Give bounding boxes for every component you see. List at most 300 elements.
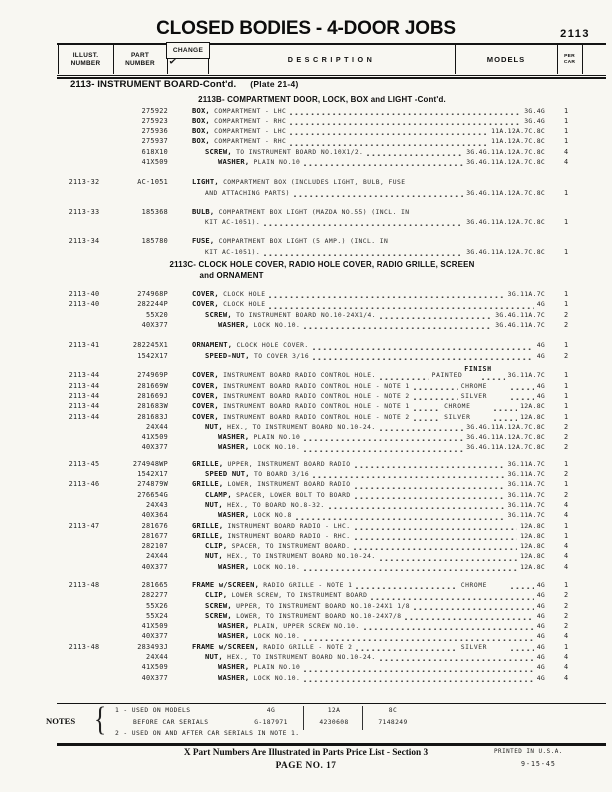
models-cell: 4G bbox=[536, 663, 545, 672]
table-row bbox=[57, 590, 587, 600]
part-name: SCREW, bbox=[205, 146, 232, 156]
description-cell bbox=[192, 188, 545, 199]
part-name: NUT, bbox=[205, 421, 223, 431]
note-serial: 4230608 bbox=[319, 718, 349, 726]
leader-dots bbox=[263, 251, 463, 258]
part-description: LOWER, TO INSTRUMENT BOARD NO.10-24X7/8 bbox=[231, 612, 402, 620]
finish-value: SILVER bbox=[460, 392, 488, 400]
part-name: WASHER, bbox=[218, 510, 250, 520]
notes-section bbox=[0, 702, 612, 742]
part-description: LOCK NO.10. bbox=[249, 321, 301, 329]
note-1-text: 1 - USED ON MODELS bbox=[115, 707, 191, 714]
models-cell: 3G.11A.7C bbox=[507, 480, 545, 489]
illust-number-cell: 2113-41 bbox=[68, 341, 100, 350]
part-number-cell: 40X377 bbox=[141, 320, 168, 329]
subsection-header bbox=[57, 260, 587, 281]
part-description: COMPARTMENT BOX LIGHT (5 AMP.) (INCL. IN bbox=[214, 238, 389, 246]
table-row bbox=[57, 662, 587, 672]
part-number-cell: 41X509 bbox=[141, 433, 168, 442]
per-car-cell: 4 bbox=[563, 632, 569, 641]
per-car-cell: 1 bbox=[563, 341, 569, 350]
table-row bbox=[57, 490, 587, 500]
models-cell: 3G.4G.11A.12A.7C.8C bbox=[466, 188, 545, 197]
models-cell: 3G.4G bbox=[524, 116, 545, 125]
part-number-cell: 24X44 bbox=[146, 653, 168, 662]
page-number: 2113 bbox=[560, 28, 590, 40]
part-description: TO INSTRUMENT BOARD NO.10X1/2. bbox=[231, 148, 364, 156]
table-row bbox=[57, 381, 587, 391]
row-gap bbox=[57, 227, 587, 236]
models-cell: 11A.12A.7C.8C bbox=[491, 137, 545, 146]
part-name: GRILLE, bbox=[192, 458, 224, 468]
per-car-cell: 1 bbox=[563, 531, 569, 540]
per-car-cell: 1 bbox=[563, 480, 569, 489]
illust-number-cell: 2113-32 bbox=[68, 178, 100, 187]
finish-value: CHROME bbox=[460, 581, 488, 589]
part-number-cell: 40X377 bbox=[141, 562, 168, 571]
part-number-cell: 281683W bbox=[137, 402, 168, 411]
per-car-cell: 1 bbox=[563, 642, 569, 651]
table-row bbox=[57, 188, 587, 198]
part-description: KIT AC-1051). bbox=[205, 248, 261, 256]
per-car-cell: 2 bbox=[563, 320, 569, 329]
leader-dots bbox=[303, 447, 463, 454]
notes-label: NOTES bbox=[46, 716, 76, 726]
part-description: COMPARTMENT - RHC bbox=[209, 138, 287, 146]
part-description: CLOCK HOLE bbox=[218, 291, 266, 299]
part-name: GRILLE, bbox=[192, 479, 224, 489]
part-description: TO COVER 3/16 bbox=[249, 352, 310, 360]
models-cell: 3G.4G.11A.12A.7C.8C bbox=[466, 218, 545, 227]
table-row bbox=[57, 412, 587, 422]
parts-table-body bbox=[57, 95, 587, 683]
table-row bbox=[57, 551, 587, 561]
part-number-cell: 40X377 bbox=[141, 443, 168, 452]
column-header-change: CHANGE bbox=[166, 42, 210, 59]
footer-printed: PRINTED IN U.S.A. bbox=[494, 749, 563, 755]
part-description: COMPARTMENT BOX LIGHT (MAZDA NO.55) (INCL. IN bbox=[214, 208, 410, 216]
part-name: WASHER, bbox=[218, 432, 250, 442]
models-cell: 3G.4G.11A.7C bbox=[495, 320, 545, 329]
models-cell: 12A.8C bbox=[520, 562, 545, 571]
per-car-cell: 2 bbox=[563, 443, 569, 452]
table-row bbox=[57, 116, 587, 126]
part-name: WASHER, bbox=[218, 621, 250, 631]
per-car-cell: 1 bbox=[563, 247, 569, 256]
table-row bbox=[57, 442, 587, 452]
part-name: BOX, bbox=[192, 126, 210, 136]
per-car-cell: 4 bbox=[563, 500, 569, 509]
part-name: SCREW, bbox=[205, 309, 232, 319]
per-car-cell: 1 bbox=[563, 580, 569, 589]
part-name: SCREW, bbox=[205, 600, 232, 610]
part-number-cell: 41X509 bbox=[141, 157, 168, 166]
illust-number-cell: 2113-44 bbox=[68, 381, 100, 390]
part-name: COVER, bbox=[192, 401, 219, 411]
part-description: INSTRUMENT BOARD RADIO - RHC. bbox=[223, 532, 351, 540]
subsection-header: 2113B- COMPARTMENT DOOR, LOCK, BOX and LIGHT -Cont'd. bbox=[198, 95, 446, 104]
models-cell: 4G bbox=[536, 622, 545, 631]
row-gap bbox=[57, 198, 587, 207]
part-name: CLIP, bbox=[205, 541, 228, 551]
part-description: COMPARTMENT - LHC bbox=[209, 128, 287, 136]
finish-column-header bbox=[57, 361, 587, 371]
per-car-cell: 2 bbox=[563, 601, 569, 610]
part-name: NUT, bbox=[205, 551, 223, 561]
illust-number-cell: 2113-45 bbox=[68, 459, 100, 468]
part-description: UPPER, INSTRUMENT BOARD RADIO bbox=[223, 460, 351, 468]
models-cell: 3G.11A.7C bbox=[507, 511, 545, 520]
part-number-cell: 41X509 bbox=[141, 663, 168, 672]
part-name: CLAMP, bbox=[205, 489, 232, 499]
part-number-cell: 283493J bbox=[137, 642, 168, 651]
part-description: RADIO GRILLE - NOTE 1 bbox=[259, 581, 353, 589]
note-serial: G-187971 bbox=[254, 718, 288, 726]
note-model: 12A bbox=[327, 707, 341, 714]
description-cell bbox=[192, 157, 545, 168]
table-row bbox=[57, 299, 587, 309]
table-row bbox=[57, 177, 587, 187]
part-name: FRAME w/SCREEN, bbox=[192, 641, 260, 651]
illust-number-cell: 2113-44 bbox=[68, 412, 100, 421]
table-row bbox=[57, 247, 587, 257]
part-description: PLAIN, UPPER SCREW NO.10. bbox=[249, 623, 360, 631]
per-car-cell: 2 bbox=[563, 310, 569, 319]
table-row bbox=[57, 310, 587, 320]
description-cell bbox=[192, 247, 545, 258]
part-name: LIGHT, bbox=[192, 177, 219, 187]
per-car-cell: 2 bbox=[563, 611, 569, 620]
per-car-cell: 1 bbox=[563, 459, 569, 468]
models-cell: 4G bbox=[536, 381, 545, 390]
illust-number-cell: 2113-47 bbox=[68, 521, 100, 530]
part-description: SPACER, TO INSTRUMENT BOARD. bbox=[227, 543, 351, 551]
part-name: FUSE, bbox=[192, 236, 215, 246]
part-name: COVER, bbox=[192, 299, 219, 309]
part-description: TO BOARD 3/16 bbox=[249, 471, 310, 479]
models-cell: 3G.4G.11A.12A.7C.8C bbox=[466, 147, 545, 156]
finish-value: PAINTED bbox=[431, 372, 463, 380]
part-description: COMPARTMENT - RHC bbox=[209, 117, 287, 125]
per-car-cell: 4 bbox=[563, 663, 569, 672]
description-cell bbox=[192, 320, 545, 331]
subsection-header-lines bbox=[169, 260, 474, 281]
part-number-cell: 185780 bbox=[141, 237, 168, 246]
illust-number-cell: 2113-46 bbox=[68, 480, 100, 489]
models-cell: 4G bbox=[536, 351, 545, 360]
table-row bbox=[57, 673, 587, 683]
part-number-cell: AC-1051 bbox=[137, 178, 168, 187]
models-cell: 3G.11A.7C bbox=[507, 290, 545, 299]
table-row bbox=[57, 236, 587, 246]
part-number-cell: 281677 bbox=[141, 531, 168, 540]
per-car-cell: 4 bbox=[563, 542, 569, 551]
row-gap bbox=[57, 167, 587, 177]
per-car-cell: 1 bbox=[563, 391, 569, 400]
part-description: LOCK NO.10. bbox=[249, 444, 301, 452]
part-name: NUT, bbox=[205, 499, 223, 509]
per-car-cell: 1 bbox=[563, 300, 569, 309]
leader-dots bbox=[303, 324, 492, 331]
part-number-cell: 275923 bbox=[141, 116, 168, 125]
models-cell: 3G.4G.11A.12A.7C.8C bbox=[466, 443, 545, 452]
table-row bbox=[57, 340, 587, 350]
leader-dots bbox=[303, 566, 517, 573]
part-description: RADIO GRILLE - NOTE 2 bbox=[259, 643, 353, 651]
part-number-cell: 185368 bbox=[141, 207, 168, 216]
table-header bbox=[58, 45, 583, 74]
part-name: COVER, bbox=[192, 380, 219, 390]
table-row bbox=[57, 370, 587, 380]
table-row bbox=[57, 157, 587, 167]
part-description: INSTRUMENT BOARD RADIO CONTROL HOLE - NOTE 1 bbox=[218, 382, 410, 390]
illust-number-cell: 2113-33 bbox=[68, 207, 100, 216]
per-car-cell: 1 bbox=[563, 371, 569, 380]
part-description: HEX., TO INSTRUMENT BOARD NO.10-24. bbox=[222, 553, 376, 561]
table-row bbox=[57, 621, 587, 631]
part-description: TO INSTRUMENT BOARD NO.10-24X1/4. bbox=[231, 311, 377, 319]
part-number-cell: 274968P bbox=[137, 290, 168, 299]
part-description: HEX., TO BOARD NO.8-32. bbox=[222, 501, 325, 509]
part-description: PLAIN NO.10 bbox=[249, 664, 301, 672]
table-row bbox=[57, 652, 587, 662]
part-name: COVER, bbox=[192, 411, 219, 421]
part-description: COMPARTMENT - LHC bbox=[209, 107, 287, 115]
table-row bbox=[57, 136, 587, 146]
per-car-cell: 2 bbox=[563, 422, 569, 431]
part-name: WASHER, bbox=[218, 672, 250, 682]
table-row bbox=[57, 479, 587, 489]
per-car-cell: 4 bbox=[563, 157, 569, 166]
part-number-cell: 40X377 bbox=[141, 673, 168, 682]
per-car-cell: 1 bbox=[563, 137, 569, 146]
part-description: LOCK NO.10. bbox=[249, 633, 301, 641]
illust-number-cell: 2113-44 bbox=[68, 402, 100, 411]
part-name: WASHER, bbox=[218, 561, 250, 571]
finish-value: CHROME bbox=[444, 403, 471, 411]
part-number-cell: 24X44 bbox=[146, 552, 168, 561]
column-header-per-car: PER CAR bbox=[563, 53, 576, 65]
part-name: SPEED-NUT, bbox=[205, 350, 250, 360]
note-serial: 7148249 bbox=[378, 718, 408, 726]
part-name: BOX, bbox=[192, 105, 210, 115]
section-title bbox=[70, 79, 299, 90]
column-header-description: DESCRIPTION bbox=[287, 55, 376, 64]
models-cell: 4G bbox=[536, 341, 545, 350]
per-car-cell: 1 bbox=[563, 106, 569, 115]
table-row bbox=[57, 611, 587, 621]
table-row bbox=[57, 391, 587, 401]
finish-value: SILVER bbox=[444, 413, 471, 421]
models-cell: 3G.4G.11A.12A.7C.8C bbox=[466, 422, 545, 431]
bottom-rule bbox=[57, 743, 606, 746]
per-car-cell: 4 bbox=[563, 511, 569, 520]
table-row bbox=[57, 510, 587, 520]
table-row bbox=[57, 432, 587, 442]
notes-divider bbox=[362, 706, 363, 730]
section-plate-ref: (Plate 21-4) bbox=[250, 79, 299, 89]
part-number-cell: 55X20 bbox=[146, 310, 168, 319]
part-number-cell: 40X377 bbox=[141, 632, 168, 641]
column-header-illust-number: ILLUST. NUMBER bbox=[70, 51, 101, 67]
description-cell bbox=[192, 217, 545, 228]
per-car-cell: 4 bbox=[563, 673, 569, 682]
part-number-cell: 274879W bbox=[137, 480, 168, 489]
part-description: SPACER, LOWER BOLT TO BOARD bbox=[231, 491, 351, 499]
models-cell: 3G.4G.11A.12A.7C.8C bbox=[466, 247, 545, 256]
leader-dots bbox=[303, 677, 534, 684]
part-description: INSTRUMENT BOARD RADIO CONTROL HOLE - NOTE 2 bbox=[218, 413, 410, 421]
per-car-cell: 4 bbox=[563, 562, 569, 571]
per-car-cell: 1 bbox=[563, 116, 569, 125]
note-serials-text: BEFORE CAR SERIALS bbox=[133, 718, 209, 726]
per-car-cell: 2 bbox=[563, 433, 569, 442]
illust-number-cell: 2113-34 bbox=[68, 237, 100, 246]
part-description: UPPER, TO INSTRUMENT BOARD NO.10-24X1 1/8 bbox=[231, 602, 410, 610]
part-number-cell: 281665 bbox=[141, 580, 168, 589]
part-number-cell: 274948WP bbox=[132, 459, 168, 468]
part-description: LOWER SCREW, TO INSTRUMENT BOARD bbox=[227, 592, 368, 600]
finish-column-label: FINISH bbox=[464, 364, 492, 373]
models-cell: 3G.11A.7C bbox=[507, 470, 545, 479]
per-car-cell: 1 bbox=[563, 381, 569, 390]
table-row bbox=[57, 289, 587, 299]
per-car-cell: 2 bbox=[563, 622, 569, 631]
per-car-cell: 2 bbox=[563, 490, 569, 499]
models-cell: 12A.8C bbox=[520, 552, 545, 561]
part-name: COVER, bbox=[192, 289, 219, 299]
table-row bbox=[57, 207, 587, 217]
per-car-cell: 1 bbox=[563, 218, 569, 227]
illust-number-cell: 2113-48 bbox=[68, 580, 100, 589]
per-car-cell: 1 bbox=[563, 412, 569, 421]
part-number-cell: 40X364 bbox=[141, 511, 168, 520]
part-description: COMPARTMENT BOX (INCLUDES LIGHT, BULB, FUSE bbox=[218, 179, 406, 187]
table-row bbox=[57, 320, 587, 330]
per-car-cell: 1 bbox=[563, 521, 569, 530]
notes-divider bbox=[303, 706, 304, 730]
part-number-cell: 1542X17 bbox=[137, 351, 168, 360]
part-name: GRILLE, bbox=[192, 530, 224, 540]
part-number-cell: 275936 bbox=[141, 127, 168, 136]
subsection-header-line: and ORNAMENT bbox=[199, 270, 264, 280]
part-name: BOX, bbox=[192, 115, 210, 125]
description-cell bbox=[192, 442, 545, 453]
illust-number-cell: 2113-40 bbox=[68, 290, 100, 299]
row-gap bbox=[57, 572, 587, 580]
part-description: LOCK NO.10. bbox=[249, 563, 301, 571]
part-number-cell: 281669J bbox=[137, 391, 168, 400]
part-description: INSTRUMENT BOARD RADIO CONTROL HOLE - NOTE 2 bbox=[218, 392, 410, 400]
table-row bbox=[57, 531, 587, 541]
part-number-cell: 24X44 bbox=[146, 422, 168, 431]
part-description: INSTRUMENT BOARD RADIO - LHC. bbox=[223, 522, 351, 530]
leader-dots bbox=[303, 161, 463, 168]
part-description: LOWER, INSTRUMENT BOARD RADIO bbox=[223, 481, 351, 489]
models-cell: 4G bbox=[536, 673, 545, 682]
table-row bbox=[57, 469, 587, 479]
models-cell: 3G.4G.11A.12A.7C.8C bbox=[466, 433, 545, 442]
col-divider bbox=[582, 45, 583, 74]
part-description: CLOCK HOLE COVER. bbox=[232, 342, 309, 350]
section-title-text: 2113- INSTRUMENT BOARD-Cont'd. bbox=[70, 79, 237, 90]
models-cell: 12A.8C bbox=[520, 402, 545, 411]
per-car-cell: 1 bbox=[563, 290, 569, 299]
note-model: 8C bbox=[388, 707, 398, 714]
illust-number-cell: 2113-44 bbox=[68, 371, 100, 380]
models-cell: 3G.4G.11A.12A.7C.8C bbox=[466, 157, 545, 166]
table-row bbox=[57, 580, 587, 590]
part-name: WASHER, bbox=[218, 662, 250, 672]
per-car-cell: 2 bbox=[563, 470, 569, 479]
footer-note: X Part Numbers Are Illustrated in Parts Price List - Section 3 bbox=[183, 748, 429, 758]
part-number-cell: 41X509 bbox=[141, 622, 168, 631]
footer-date: 9-15-45 bbox=[521, 760, 556, 768]
table-row bbox=[57, 500, 587, 510]
models-cell: 4G bbox=[536, 300, 545, 309]
table-row bbox=[57, 217, 587, 227]
part-description: PLAIN NO.10 bbox=[249, 158, 301, 166]
models-cell: 12A.8C bbox=[520, 412, 545, 421]
part-description: PLAIN NO.10 bbox=[249, 434, 301, 442]
models-cell: 4G bbox=[536, 632, 545, 641]
models-cell: 4G bbox=[536, 391, 545, 400]
models-cell: 4G bbox=[536, 591, 545, 600]
footer-page-label: PAGE NO. 17 bbox=[275, 761, 337, 771]
illust-number-cell: 2113-44 bbox=[68, 391, 100, 400]
part-name: WASHER, bbox=[218, 442, 250, 452]
models-cell: 3G.11A.7C bbox=[507, 371, 545, 380]
finish-value: SILVER bbox=[460, 643, 488, 651]
part-name: WASHER, bbox=[218, 319, 250, 329]
part-description: HEX., TO INSTRUMENT BOARD NO.10-24. bbox=[222, 423, 376, 431]
part-name: SPEED NUT, bbox=[205, 469, 250, 479]
part-number-cell: 282244P bbox=[137, 300, 168, 309]
table-row bbox=[57, 631, 587, 641]
table-row bbox=[57, 601, 587, 611]
part-description: LOCK NO.8 bbox=[249, 512, 292, 520]
per-car-cell: 1 bbox=[563, 127, 569, 136]
models-cell: 3G.11A.7C bbox=[507, 459, 545, 468]
part-name: WASHER, bbox=[218, 631, 250, 641]
table-row bbox=[57, 562, 587, 572]
table-row bbox=[57, 642, 587, 652]
models-cell: 3G.11A.7C bbox=[507, 490, 545, 499]
per-car-cell: 4 bbox=[563, 147, 569, 156]
leader-dots bbox=[293, 192, 463, 199]
table-row bbox=[57, 351, 587, 361]
models-cell: 12A.8C bbox=[520, 531, 545, 540]
part-number-cell: 276654G bbox=[137, 490, 168, 499]
part-description: HEX., TO INSTRUMENT BOARD NO.10-24. bbox=[222, 654, 376, 662]
models-cell: 4G bbox=[536, 642, 545, 651]
header-rule-thin bbox=[57, 75, 606, 76]
change-checkmark-icon: ✔ bbox=[169, 56, 177, 67]
part-number-cell: 618X10 bbox=[141, 147, 168, 156]
part-number-cell: 281683J bbox=[137, 412, 168, 421]
models-cell: 12A.8C bbox=[520, 542, 545, 551]
part-name: NUT, bbox=[205, 652, 223, 662]
part-name: CLIP, bbox=[205, 590, 228, 600]
part-number-cell: 24X43 bbox=[146, 500, 168, 509]
per-car-cell: 4 bbox=[563, 653, 569, 662]
models-cell: 4G bbox=[536, 580, 545, 589]
part-description: CLOCK HOLE bbox=[218, 301, 266, 309]
table-row bbox=[57, 106, 587, 116]
column-header-models: MODELS bbox=[486, 55, 526, 64]
part-name: FRAME w/SCREEN, bbox=[192, 579, 260, 589]
subsection-header-line: 2113C- CLOCK HOLE COVER, RADIO HOLE COVER, RADIO GRILLE, SCREEN bbox=[169, 260, 475, 270]
